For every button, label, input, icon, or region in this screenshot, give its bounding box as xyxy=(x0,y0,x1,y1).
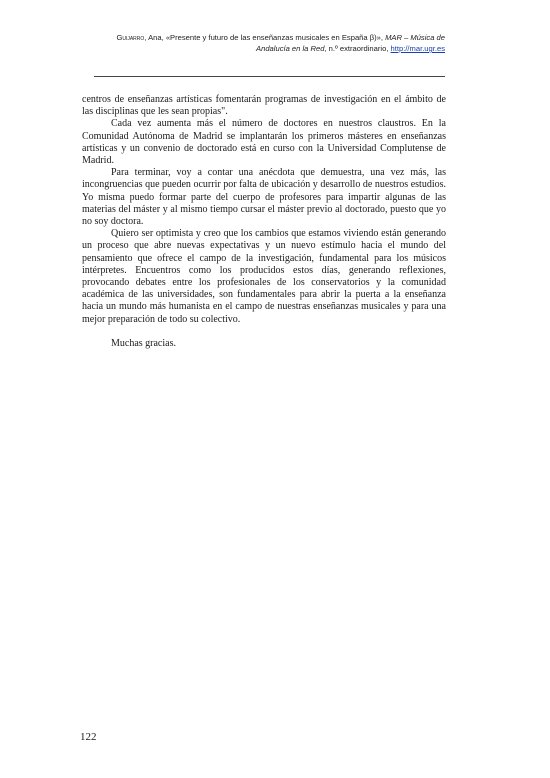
paragraph-4: Quiero ser optimista y creo que los cambios que estamos viviendo están generando un proceso que abre nuevas expectativas y un nuevo estímulo hacia el mundo del pensamiento que ofrece el campo de la investigación, fundamental para los músicos intérpretes. Encuentros como los producidos estos días, generando reflexiones, provocando debates entre los profesionales de los conservatorios y la comunidad académica de las universidades, son fundamentales para abrir la puerta a la enseñanza hacia un mundo más humanista en el campo de nuestras enseñanzas musicales y para una mejor preparación de todo su colectivo. xyxy=(82,228,446,325)
closing-line: Muchas gracias. xyxy=(111,338,176,350)
header-citation: , Ana, «Presente y futuro de las enseñanzas musicales en España β)», xyxy=(144,33,386,42)
page-number: 122 xyxy=(80,731,97,743)
paragraph-2: Cada vez aumenta más el número de doctores en nuestros claustros. En la Comunidad Autónoma de Madrid se implantarán los primeros másteres en enseñanzas artísticas y un convenio de doctorado está en curso con la Universidad Complutense de Madrid. xyxy=(82,118,446,167)
header-line-2 xyxy=(116,43,445,54)
header-rule xyxy=(94,76,445,77)
body-text xyxy=(82,94,446,351)
header-issue: , n.º extraordinario, xyxy=(324,44,391,53)
header-journal-line2: Andalucía en la Red xyxy=(256,44,325,53)
header-journal: MAR – Música de xyxy=(385,33,445,42)
header-url-link[interactable]: http://mar.ugr.es xyxy=(390,44,445,53)
paragraph-1: centros de enseñanzas artísticas fomentarán programas de investigación en el ámbito de las disciplinas que les sean propias". xyxy=(82,94,446,118)
header-author: Guijarro xyxy=(116,33,145,42)
header-line-1 xyxy=(116,32,445,43)
paragraph-3: Para terminar, voy a contar una anécdota que demuestra, una vez más, las incongruencias que pueden ocurrir por falta de ubicación y desarrollo de nuestros estudios. Yo misma puedo formar parte del cuerpo de profesores para impartir algunas de las materias del máster y al mismo tiempo cursar el máster previo al doctorado, puesto que yo no soy doctora. xyxy=(82,167,446,228)
running-header xyxy=(116,32,445,54)
